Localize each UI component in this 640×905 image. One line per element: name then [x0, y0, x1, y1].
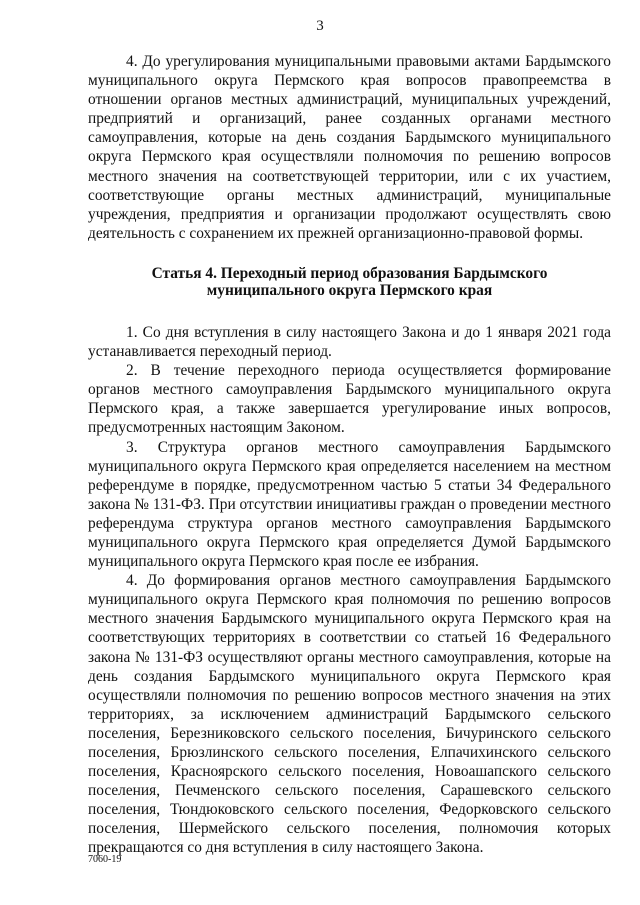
article-4-paragraph-4: 4. До формирования органов местного самоуправления Бардымского муниципального округа Пермского края полномочия по решению вопросов местного значения Бардымского муниципального округа Пермского края на соответствующих территориях в соответствии со статьей 16 Федерального закона № 131-ФЗ осуществляют органы местного самоуправления, которые на день создания Бардымского муниципального округа Пермского края осуществляли полномочия по решению вопросов местного значения на этих территориях, за исключением администраций Бардымского сельского поселения, Березниковского сельского поселения, Бичуринского сельского поселения, Брюзлинского сельского поселения, Елпачихинского сельского поселения, Красноярского сельского поселения, Новоашапского сельского поселения, Печменского сельского поселения, Сарашевского сельского поселения, Тюндюковского сельского поселения, Федорковского сельского поселения, Шермейского сельского поселения, полномочия которых прекращаются со дня вступления в силу настоящего Закона.	[88, 572, 611, 857]
paragraph-4-succession: 4. До урегулирования муниципальными правовыми актами Бардымского муниципального округа Пермского края вопросов правопреемства в отношении органов местных администраций, муниципальных учреждений, предприятий и организаций, ранее созданных органами местного самоуправления, которые на день создания Бардымского муниципального округа Пермского края осуществляли полномочия по решению вопросов местного значения на соответствующей территории, или с их участием, соответствующие органы местных администраций, муниципальные учреждения, предприятия и организации продолжают осуществлять свою деятельность с сохранением их прежней организационно-правовой формы.	[88, 53, 611, 242]
article-4-heading: Статья 4. Переходный период образования Бардымского муниципального округа Пермского края	[151, 264, 548, 299]
page-number: 3	[316, 18, 324, 34]
article-4-paragraph-2: 2. В течение переходного периода осуществляется формирование органов местного самоуправления Бардымского муниципального округа Пермского края, а также завершается урегулирование иных вопросов, предусмотренных настоящим Законом.	[88, 362, 611, 437]
document-code: 7060-19	[88, 854, 122, 865]
article-4-paragraph-1: 1. Со дня вступления в силу настоящего Закона и до 1 января 2021 года устанавливается переходный период.	[88, 323, 611, 361]
article-4-paragraph-3: 3. Структура органов местного самоуправления Бардымского муниципального округа Пермского края определяется населением на местном референдуме в порядке, предусмотренном частью 5 статьи 34 Федерального закона № 131-ФЗ. При отсутствии инициативы граждан о проведении местного референдума структура органов местного самоуправления Бардымского муниципального округа Пермского края определяется Думой Бардымского муниципального округа Пермского края после ее избрания.	[88, 438, 611, 571]
document-body	[88, 52, 611, 858]
